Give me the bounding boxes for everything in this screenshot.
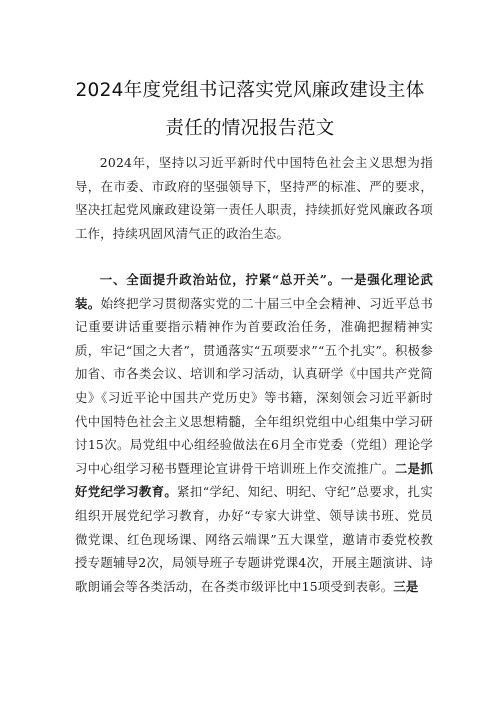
sub-point-2-text: 紧扣“学纪、知纪、明纪、守纪”总要求，扎实组织开展党纪学习教育，办好“专家大讲堂、领导读书班、党员微党课、红色现场课、网络云端课”五大课堂，邀请市委党校教授专题辅导2次，局领导班子专题讲党课4次，开展主题演讲、诗歌朗诵会等各类活动，在各类市级评比中15项受到表彰。 bbox=[75, 484, 433, 594]
sub-point-1-text: 始终把学习贯彻落实党的二十届三中全会精神、习近平总书记重要讲话重要指示精神作为首要政治任务，准确把握精神实质，牢记“国之大者”，贯通落实“五项要求”“五个扎实”。积极参加省、市各类会议、培训和学习活动，认真研学《中国共产党简史》《习近平论中国共产党历史》等书籍，深刻领会习近平新时代中国特色社会主义思想精髓，全年组织党组中心组集中学习研讨15次。局党组中心组经验做法在6月全市党委（党组）理论学习中心组学习秘书暨理论宣讲骨干培训班上作交流推广。 bbox=[75, 295, 433, 476]
document-title-line-2: 责任的情况报告范文 bbox=[165, 118, 335, 139]
sub-point-3-title: 三是 bbox=[393, 578, 419, 594]
section-one-text bbox=[75, 268, 433, 598]
sub-point-2-title: 二是抓好党纪学习教育。 bbox=[75, 460, 434, 500]
section-one-heading: 一、全面提升政治站位，拧紧“总开关”。 bbox=[99, 272, 341, 287]
intro-paragraph bbox=[75, 151, 433, 245]
document-title-line-1: 2024年度党组书记落实党风廉政建设主体 bbox=[75, 80, 425, 101]
intro-paragraph-text: 2024年，坚持以习近平新时代中国特色社会主义思想为指导，在市委、市政府的坚强领导下，坚持严的标准、严的要求，坚决扛起党风廉政建设第一责任人职责，持续抓好党风廉政各项工作，持续巩固风清气正的政治生态。 bbox=[75, 155, 433, 241]
sub-point-1-title: 一是强化理论武装。 bbox=[75, 272, 433, 311]
section-one-paragraph bbox=[75, 268, 433, 598]
